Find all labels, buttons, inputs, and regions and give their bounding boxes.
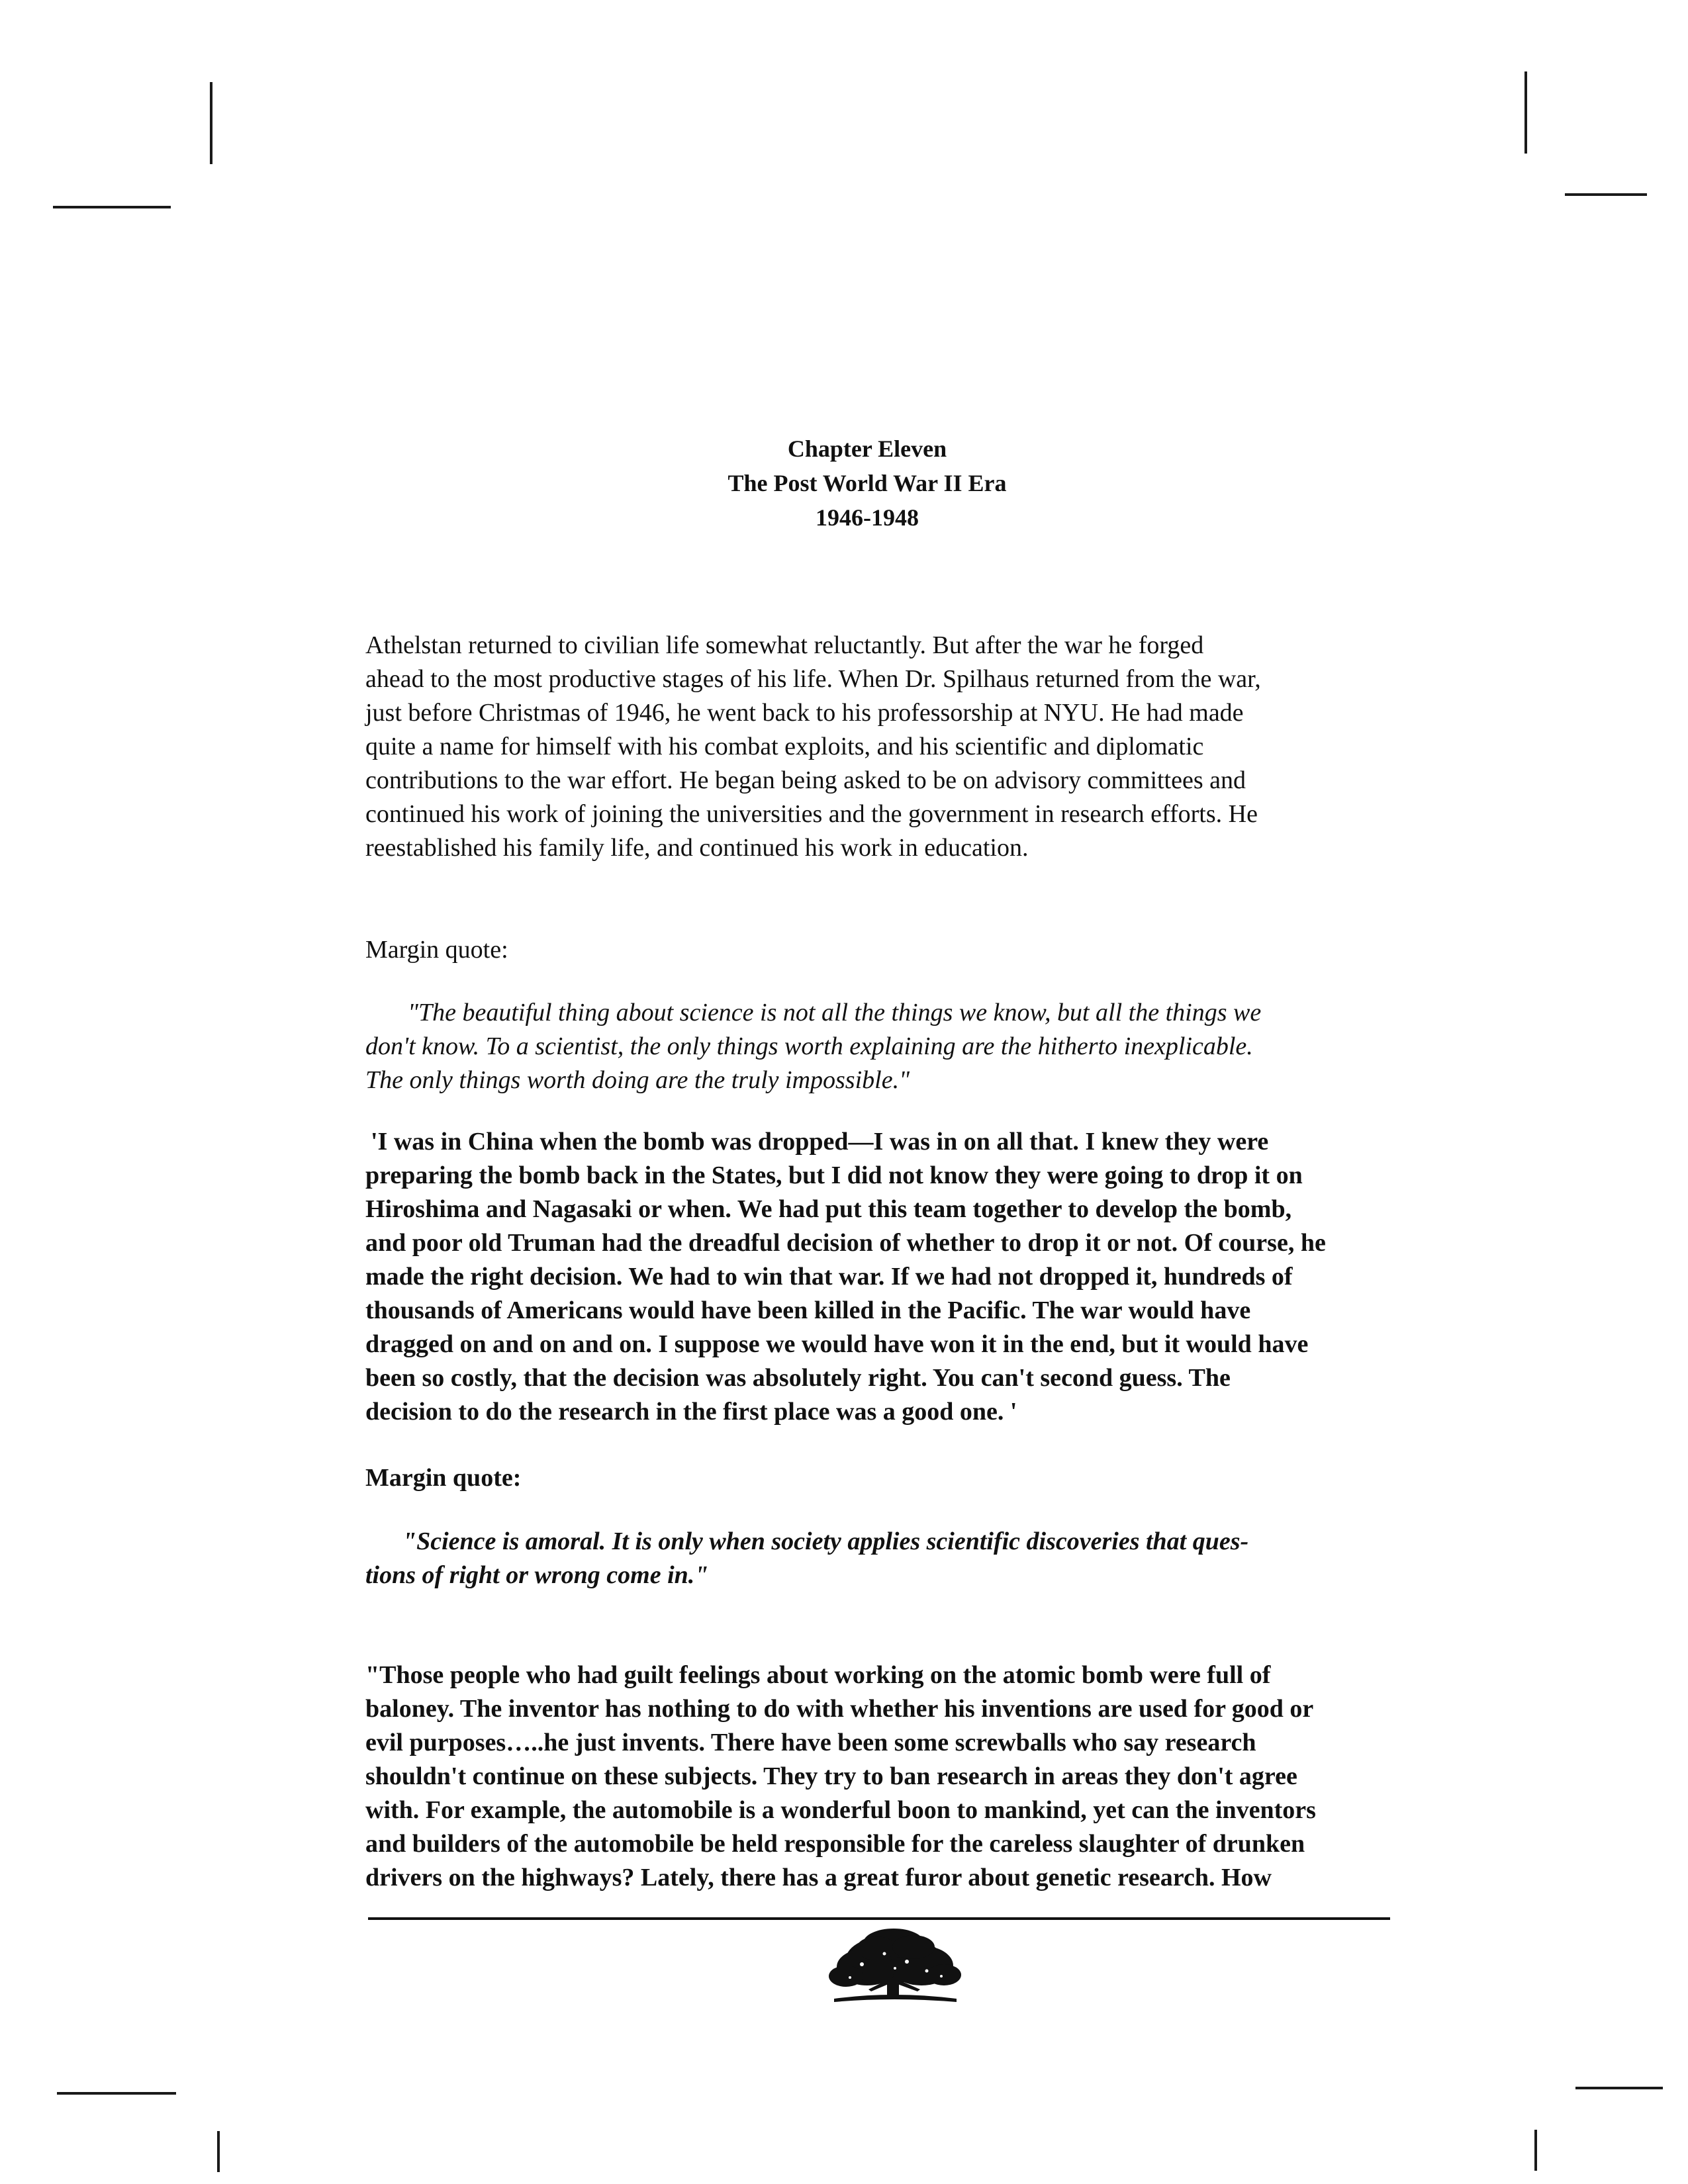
- paragraph-line: decision to do the research in the first place was a good one. ': [365, 1398, 1017, 1426]
- margin-quote-label: [365, 1461, 1398, 1495]
- margin-quote-label: [365, 933, 1398, 967]
- crop-mark-bottom-left-vertical: [217, 2131, 220, 2172]
- crop-mark-bottom-left-horizontal: [57, 2092, 176, 2095]
- chapter-heading: [0, 432, 1688, 535]
- paragraph-line: and poor old Truman had the dreadful decision of whether to drop it or not. Of course, he: [365, 1229, 1326, 1257]
- paragraph-line: quite a name for himself with his combat exploits, and his scientific and diplomatic: [365, 733, 1204, 760]
- paragraph-line: evil purposes…..he just invents. There have been some screwballs who say research: [365, 1729, 1256, 1756]
- margin-quote-label-text: Margin quote:: [365, 1464, 522, 1492]
- margin-quote-science-amoral: [365, 1525, 1398, 1592]
- crop-mark-bottom-right-vertical: [1534, 2130, 1537, 2171]
- paragraph-line: drivers on the highways? Lately, there has a great furor about genetic research. How: [365, 1864, 1272, 1891]
- paragraph-line: made the right decision. We had to win that war. If we had not dropped it, hundreds of: [365, 1263, 1293, 1291]
- paragraph-line: preparing the bomb back in the States, but I did not know they were going to drop it on: [365, 1161, 1303, 1189]
- margin-quote-label-text: Margin quote:: [365, 936, 508, 964]
- crop-mark-top-right-horizontal: [1565, 193, 1647, 196]
- atomic-bomb-guilt-paragraph: [365, 1659, 1398, 1895]
- chapter-years: 1946-1948: [816, 504, 919, 531]
- paragraph-line: baloney. The inventor has nothing to do with whether his inventions are used for good or: [365, 1695, 1314, 1723]
- paragraph-line: dragged on and on and on. I suppose we would have won it in the end, but it would have: [365, 1330, 1309, 1358]
- crop-mark-top-right-vertical: [1524, 71, 1527, 154]
- paragraph-line: with. For example, the automobile is a wonderful boon to mankind, yet can the inventors: [365, 1796, 1316, 1824]
- paragraph-line: Athelstan returned to civilian life somewhat reluctantly. But after the war he forged: [365, 631, 1204, 659]
- paragraph-line: just before Christmas of 1946, he went back to his professorship at NYU. He had made: [365, 699, 1244, 727]
- paragraph-line: thousands of Americans would have been killed in the Pacific. The war would have: [365, 1297, 1251, 1324]
- quote-line: "The beautiful thing about science is not all the things we know, but all the things we: [408, 999, 1262, 1026]
- paragraph-line: Hiroshima and Nagasaki or when. We had put this team together to develop the bomb,: [365, 1195, 1292, 1223]
- paragraph-line: reestablished his family life, and continued his work in education.: [365, 834, 1029, 862]
- paragraph-line: been so costly, that the decision was absolutely right. You can't second guess. The: [365, 1364, 1231, 1392]
- quote-line: don't know. To a scientist, the only things worth explaining are the hitherto inexplicable.: [365, 1032, 1253, 1060]
- margin-quote-science-beauty: [365, 996, 1398, 1097]
- footer-rule: [368, 1917, 1390, 1920]
- quote-line: "Science is amoral. It is only when society applies scientific discoveries that ques-: [402, 1527, 1249, 1555]
- intro-paragraph: [365, 629, 1398, 865]
- crop-mark-top-left-vertical: [210, 82, 212, 164]
- paragraph-line: continued his work of joining the universities and the government in research efforts. He: [365, 800, 1258, 828]
- quote-line: tions of right or wrong come in.": [365, 1561, 709, 1589]
- crop-mark-bottom-right-horizontal: [1575, 2087, 1663, 2089]
- paragraph-line: and builders of the automobile be held responsible for the careless slaughter of drunken: [365, 1830, 1305, 1858]
- quote-line: The only things worth doing are the truly impossible.": [365, 1066, 910, 1094]
- china-bomb-paragraph: [365, 1125, 1398, 1429]
- paragraph-line: 'I was in China when the bomb was dropped—I was in on all that. I knew they were: [371, 1128, 1269, 1156]
- paragraph-line: "Those people who had guilt feelings about working on the atomic bomb were full of: [365, 1661, 1271, 1689]
- paragraph-line: shouldn't continue on these subjects. They try to ban research in areas they don't agree: [365, 1762, 1297, 1790]
- paragraph-line: contributions to the war effort. He began being asked to be on advisory committees and: [365, 766, 1246, 794]
- chapter-number: Chapter Eleven: [787, 435, 947, 462]
- paragraph-line: ahead to the most productive stages of his life. When Dr. Spilhaus returned from the war,: [365, 665, 1261, 693]
- chapter-title: The Post World War II Era: [727, 470, 1007, 496]
- oak-tree-icon: [821, 1925, 966, 2011]
- crop-mark-top-left-horizontal: [53, 206, 171, 208]
